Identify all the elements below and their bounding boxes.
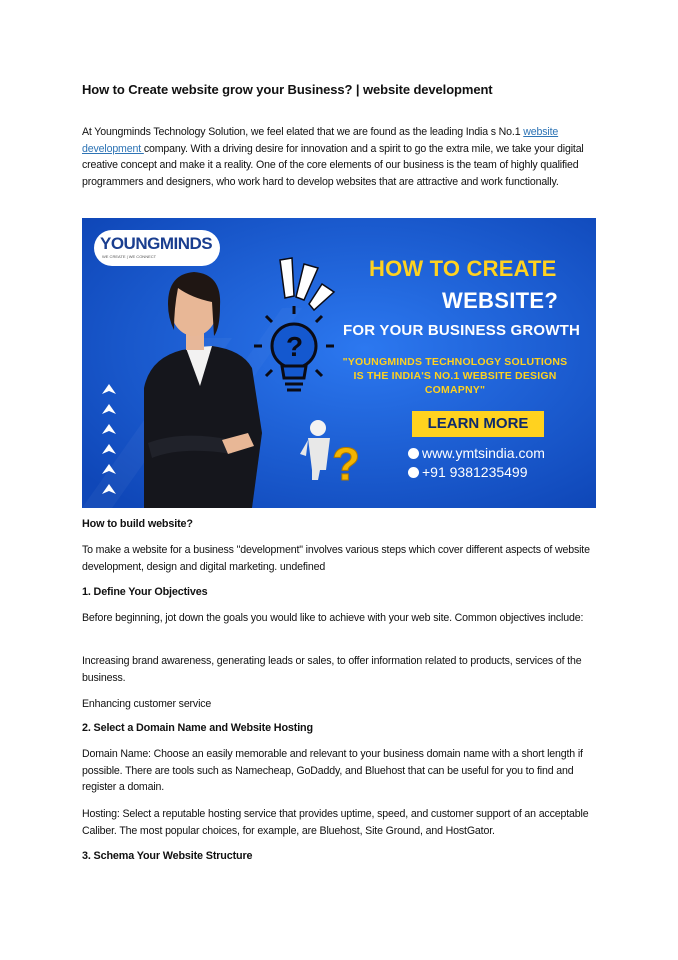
- heading-build-website: How to build website?: [82, 518, 193, 530]
- banner-website: [408, 445, 545, 461]
- paragraph-objectives-list: Increasing brand awareness, generating leads or sales, to offer information related to products, services of the business.: [82, 655, 582, 684]
- svg-text:?: ?: [332, 438, 361, 490]
- website-development-link[interactable]: website development: [82, 126, 559, 155]
- page-title: How to Create website grow your Business? | website development: [82, 82, 493, 97]
- phone-icon: [408, 467, 419, 478]
- paragraph-customer-service: Enhancing customer service: [82, 698, 212, 710]
- globe-icon: [408, 448, 419, 459]
- logo-tagline: WE CREATE | WE CONNECT: [102, 254, 157, 259]
- paragraph-domain-name: Domain Name: Choose an easily memorable and relevant to your business domain name with a short length if possible. There are tools such as Namecheap, GoDaddy, and Bluehost that can be useful for you to find and register a domain.: [82, 748, 583, 793]
- banner-heading-line2: WEBSITE?: [442, 288, 559, 313]
- intro-text-end: company. With a driving desire for innovation and a spirit to go the extra mile, we take your digital creative concept and make it a reality. One of the core elements of our business is the team of highly qualified programmers and designers, who work hard to develop websites that are attractive and work functionally.: [82, 142, 584, 188]
- intro-text-start: At Youngminds Technology Solution, we feel elated that we are found as the leading India s No.1: [82, 126, 524, 138]
- banner-website-text: www.ymtsindia.com: [422, 445, 545, 461]
- heading-website-structure: 3. Schema Your Website Structure: [82, 850, 253, 862]
- heading-domain-hosting: 2. Select a Domain Name and Website Hosting: [82, 722, 313, 734]
- paragraph-hosting: Hosting: Select a reputable hosting service that provides uptime, speed, and customer support of an acceptable Caliber. The most popular choices, for example, are Bluehost, Site Ground, and HostGator.: [82, 808, 589, 837]
- banner-phone: [408, 464, 528, 480]
- paragraph-objectives: Before beginning, jot down the goals you would like to achieve with your web site. Common objectives include:: [82, 612, 584, 624]
- banner-phone-text: +91 9381235499: [422, 464, 528, 480]
- banner-heading-line1: HOW TO CREATE: [369, 256, 557, 281]
- paragraph-build-website: To make a website for a business "development" involves various steps which cover different aspects of website development, design and digital marketing. undefined: [82, 544, 590, 573]
- banner-quote: "YOUNGMINDS TECHNOLOGY SOLUTIONS IS THE INDIA'S NO.1 WEBSITE DESIGN COMAPNY": [342, 356, 568, 396]
- learn-more-button[interactable]: LEARN MORE: [412, 411, 544, 437]
- svg-text:?: ?: [286, 331, 304, 362]
- intro-paragraph: [82, 124, 602, 190]
- youngminds-logo: YOUNGMINDS: [100, 234, 213, 253]
- promo-banner: [82, 218, 596, 508]
- heading-define-objectives: 1. Define Your Objectives: [82, 586, 208, 598]
- banner-subheading: FOR YOUR BUSINESS GROWTH: [343, 322, 581, 339]
